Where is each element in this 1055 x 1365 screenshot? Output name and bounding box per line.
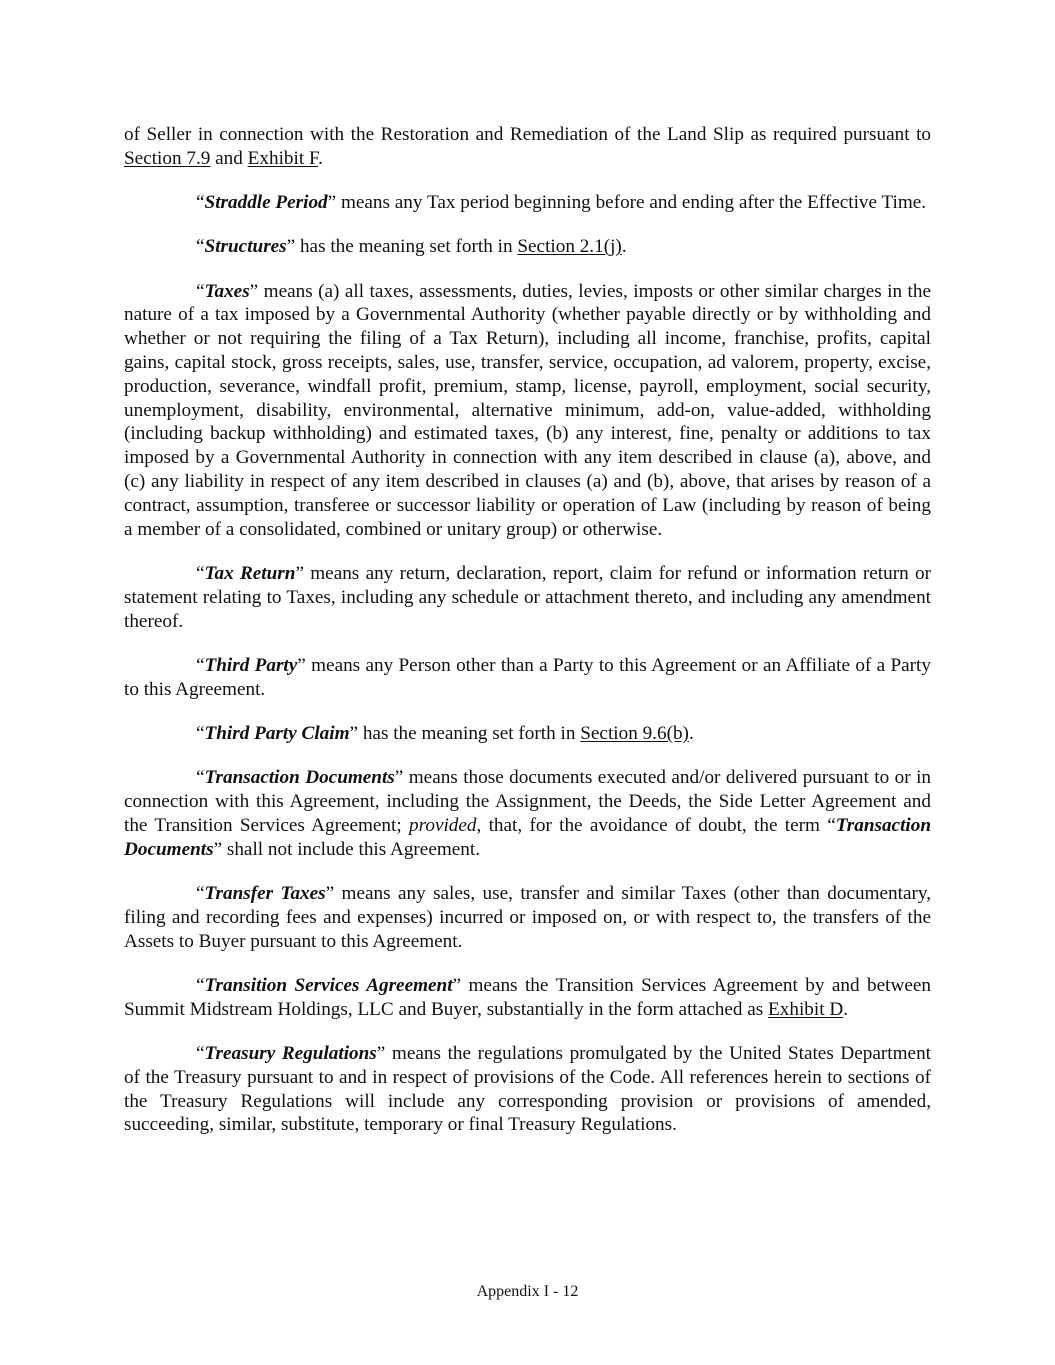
- paragraph-continuation: of Seller in connection with the Restoration and Remediation of the Land Slip as required pursuant to Section 7.9 and Exhibit F.: [124, 124, 931, 169]
- document-body: [124, 123, 931, 1158]
- defined-term: Treasury Regulations: [204, 1042, 377, 1064]
- page-footer: Appendix I - 12: [476, 1283, 579, 1300]
- definition-treasury-regulations: “Treasury Regulations” means the regulations promulgated by the United States Department of the Treasury pursuant to and in respect of provisions of the Code. All references herein to sections of the Treasury Regulations will include any corresponding provision or provisions of amended, succeeding, similar, substitute, temporary or final Treasury Regulations.: [124, 1042, 931, 1136]
- defined-term: Transaction Documents: [124, 814, 931, 860]
- provided-italic: provided: [409, 814, 477, 836]
- definition-tax-return: “Tax Return” means any return, declaration, report, claim for refund or information return or statement relating to Taxes, including any schedule or attachment thereto, and including any amendment thereof.: [124, 562, 931, 632]
- section-reference-link: Section 7.9: [124, 147, 211, 169]
- defined-term: Tax Return: [204, 562, 296, 584]
- defined-term: Straddle Period: [204, 192, 328, 214]
- defined-term: Transition Services Agreement: [204, 974, 453, 996]
- section-reference-link: Section 2.1(j): [517, 236, 622, 258]
- definition-third-party: “Third Party” means any Person other than a Party to this Agreement or an Affiliate of a Party to this Agreement.: [124, 654, 931, 700]
- exhibit-reference-link: Exhibit D: [768, 998, 844, 1020]
- definition-third-party-claim: “Third Party Claim” has the meaning set forth in Section 9.6(b).: [196, 722, 694, 744]
- defined-term: Transfer Taxes: [204, 882, 326, 904]
- defined-term: Structures: [204, 236, 287, 258]
- definition-transfer-taxes: “Transfer Taxes” means any sales, use, transfer and similar Taxes (other than documentary, filing and recording fees and expenses) incurred or imposed on, or with respect to, the transfers of the Assets to Buyer pursuant to this Agreement.: [124, 882, 931, 952]
- defined-term: Third Party Claim: [204, 722, 350, 744]
- exhibit-reference-link: Exhibit F: [247, 147, 319, 169]
- defined-term: Transaction Documents: [204, 767, 395, 789]
- section-reference-link: Section 9.6(b): [580, 722, 689, 744]
- defined-term: Taxes: [204, 280, 250, 302]
- defined-term: Third Party: [204, 654, 298, 676]
- definition-straddle-period: “Straddle Period” means any Tax period beginning before and ending after the Effective Time.: [196, 192, 927, 214]
- definition-structures: “Structures” has the meaning set forth in Section 2.1(j).: [196, 236, 627, 258]
- definition-transition-services-agreement: “Transition Services Agreement” means the Transition Services Agreement by and between Summit Midstream Holdings, LLC and Buyer, substantially in the form attached as Exhibit D.: [124, 974, 931, 1020]
- definition-transaction-documents: “Transaction Documents” means those documents executed and/or delivered pursuant to or in connection with this Agreement, including the Assignment, the Deeds, the Side Letter Agreement and the Transition Services Agreement; provided, that, for the avoidance of doubt, the term “Transaction Documents” shall not include this Agreement.: [124, 767, 931, 860]
- definition-taxes: “Taxes” means (a) all taxes, assessments, duties, levies, imposts or other similar charges in the nature of a tax imposed by a Governmental Authority (whether payable directly or by withholding and whether or not requiring the filing of a Tax Return), including all income, franchise, profits, capital gains, capital stock, gross receipts, sales, use, transfer, service, occupation, ad valorem, property, excise, production, severance, windfall profit, premium, stamp, license, payroll, employment, social security, unemployment, disability, environmental, alternative minimum, add-on, value-added, withholding (including backup withholding) and estimated taxes, (b) any interest, fine, penalty or additions to tax imposed by a Governmental Authority in connection with any item described in clause (a), above, and (c) any liability in respect of any item described in clauses (a) and (b), above, that arises by reason of a contract, assumption, transferee or successor liability or operation of Law (including by reason of being a member of a consolidated, combined or unitary group) or otherwise.: [124, 280, 931, 540]
